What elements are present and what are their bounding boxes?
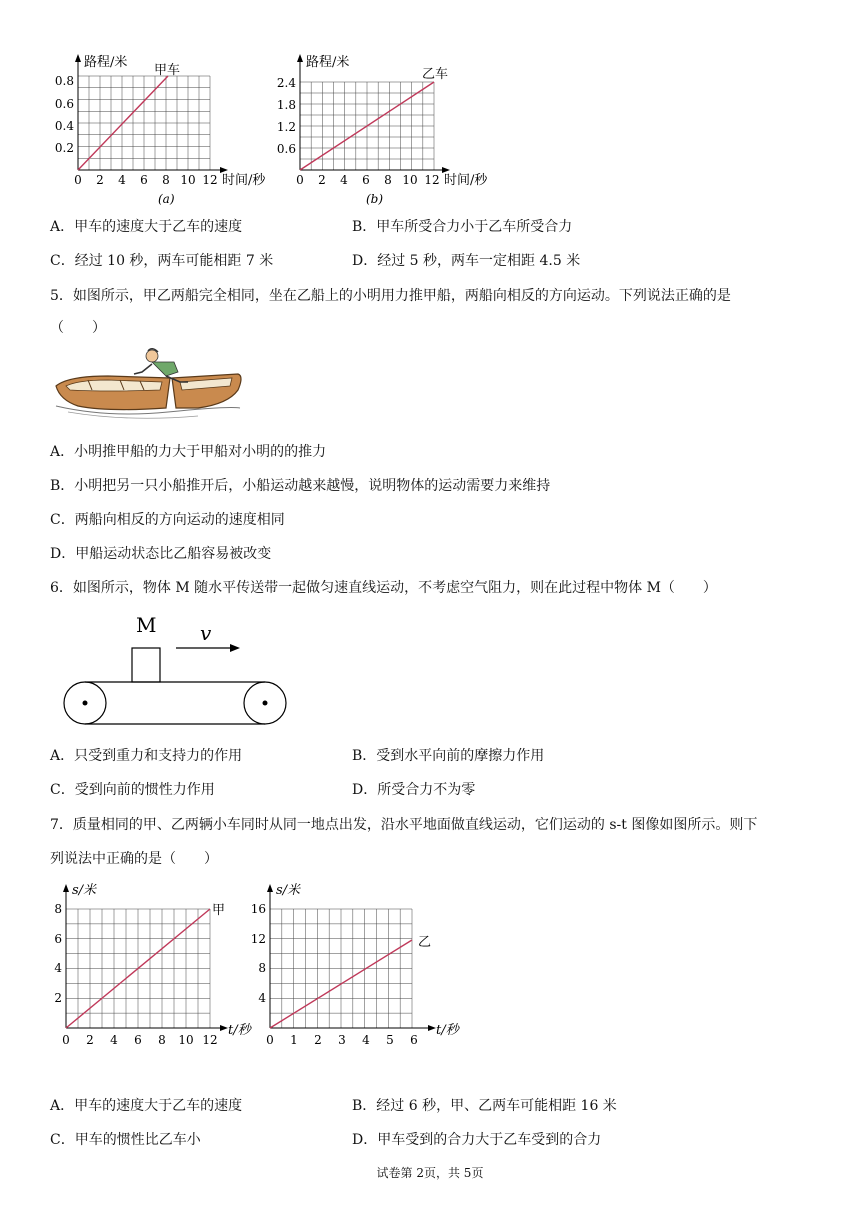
chart-yi-xtick: 1: [290, 1033, 298, 1047]
page-footer: 试卷第 2页，共 5页: [376, 1166, 484, 1180]
q7-option-d: D．甲车受到的合力大于乙车受到的合力: [352, 1132, 602, 1148]
chart-jia-ytick: 6: [54, 932, 62, 946]
chart-a-xtick: 2: [96, 173, 104, 187]
chart-b-xtick: 2: [318, 173, 326, 187]
q6-option-d: D．所受合力不为零: [352, 782, 476, 798]
chart-b-xtick: 8: [384, 173, 392, 187]
chart-yi: [248, 878, 468, 1048]
q5-option-b: B．小明把另一只小船推开后，小船运动越来越慢，说明物体的运动需要力来维持: [50, 478, 551, 494]
chart-yi-ytick: 12: [250, 932, 266, 946]
q7-stem-line2: 列说法中正确的是（ ）: [50, 851, 218, 867]
q6-option-a: A．只受到重力和支持力的作用: [50, 748, 243, 764]
q4-option-b: B．甲车所受合力小于乙车所受合力: [352, 219, 573, 235]
velocity-label: v: [200, 621, 212, 645]
chart-a-ylabel: 路程/米: [84, 55, 128, 70]
chart-a-ytick: 0.6: [54, 97, 74, 111]
chart-a-xtick: 6: [140, 173, 148, 187]
chart-jia-xtick: 6: [134, 1033, 142, 1047]
chart-yi-grid-lines: [270, 909, 412, 1028]
chart-a-ytick: 0.2: [54, 141, 74, 155]
q5-option-a: A．小明推甲船的力大于甲船对小明的的推力: [50, 444, 327, 460]
boats-illustration: [48, 346, 248, 426]
block-m-label: M: [136, 613, 157, 637]
q5-option-c: C．两船向相反的方向运动的速度相同: [50, 512, 285, 528]
chart-b-ylabel: 路程/米: [306, 55, 350, 70]
chart-jia-ytick: 8: [54, 902, 62, 916]
chart-a-xtick: 10: [180, 173, 196, 187]
chart-b-series-label: 乙车: [422, 67, 449, 82]
chart-a-xtick: 0: [74, 173, 82, 187]
q5-answer-paren: （ ）: [50, 320, 106, 336]
chart-b-xtick: 12: [424, 173, 440, 187]
chart-a-xtick: 4: [118, 173, 126, 187]
q6-stem: 6．如图所示，物体 M 随水平传送带一起做匀速直线运动，不考虑空气阻力，则在此过程中物体 M（ ）: [50, 580, 717, 596]
q5-option-d: D．甲船运动状态比乙船容易被改变: [50, 546, 272, 562]
chart-yi-xtick: 0: [266, 1033, 274, 1047]
chart-jia-xtick: 4: [110, 1033, 118, 1047]
chart-yi-xtick: 5: [386, 1033, 394, 1047]
chart-jia-ytick: 4: [54, 961, 62, 975]
chart-yi-ytick: 8: [258, 961, 266, 975]
q7-option-a: A．甲车的速度大于乙车的速度: [50, 1098, 243, 1114]
chart-a-ytick: 0.4: [54, 119, 74, 133]
chart-jia-xtick: 12: [202, 1033, 218, 1047]
chart-a-caption: (a): [158, 192, 175, 206]
chart-yi-ytick: 4: [258, 991, 266, 1005]
chart-jia-ytick: 2: [54, 991, 62, 1005]
chart-b-ytick: 0.6: [276, 142, 296, 156]
chart-jia-ylabel: s/米: [72, 883, 97, 898]
chart-jia-xtick: 2: [86, 1033, 94, 1047]
chart-yi-xtick: 2: [314, 1033, 322, 1047]
chart-b-xlabel: 时间/秒: [444, 173, 488, 188]
chart-b-ytick: 2.4: [276, 76, 296, 90]
q4-option-a: A．甲车的速度大于乙车的速度: [50, 219, 243, 235]
q7-option-c: C．甲车的惯性比乙车小: [50, 1132, 201, 1148]
chart-a-series-label: 甲车: [154, 63, 181, 78]
chart-b-xtick: 0: [296, 173, 304, 187]
q7-stem-line1: 7．质量相同的甲、乙两辆小车同时从同一地点出发，沿水平地面做直线运动，它们运动的 s-t 图像如图所示。则下: [50, 817, 758, 833]
q7-option-b: B．经过 6 秒，甲、乙两车可能相距 16 米: [352, 1098, 617, 1114]
chart-yi-series-label: 乙: [418, 935, 432, 950]
chart-b-ytick: 1.8: [276, 98, 296, 112]
chart-yi-xlabel: t/秒: [436, 1023, 459, 1038]
q5-stem: 5．如图所示，甲乙两船完全相同，坐在乙船上的小明用力推甲船，两船向相反的方向运动。下列说法正确的是: [50, 288, 731, 304]
chart-b-xtick: 6: [362, 173, 370, 187]
chart-b-y-arrow: [297, 54, 303, 62]
chart-yi-xtick: 6: [410, 1033, 418, 1047]
chart-b-xtick: 4: [340, 173, 348, 187]
chart-jia-xtick: 0: [62, 1033, 70, 1047]
chart-jia-series-label: 甲: [212, 903, 226, 918]
chart-a-xtick: 8: [162, 173, 170, 187]
chart-a-ytick: 0.8: [54, 74, 74, 88]
chart-yi-ylabel: s/米: [276, 883, 301, 898]
chart-a-xtick: 12: [202, 173, 218, 187]
conveyor-belt-figure: [58, 610, 298, 730]
chart-b-ytick: 1.2: [276, 120, 296, 134]
chart-jia: [44, 878, 251, 1048]
q4-option-c: C．经过 10 秒，两车可能相距 7 米: [50, 253, 274, 269]
chart-yi-xtick: 4: [362, 1033, 370, 1047]
q6-option-c: C．受到向前的惯性力作用: [50, 782, 215, 798]
chart-a: [40, 50, 280, 210]
chart-a-grid-lines: [78, 76, 210, 170]
block-m: [132, 648, 160, 682]
chart-jia-xlabel: t/秒: [228, 1023, 251, 1038]
chart-yi-xtick: 3: [338, 1033, 346, 1047]
chart-b: [262, 50, 512, 210]
q6-option-b: B．受到水平向前的摩擦力作用: [352, 748, 545, 764]
person-xiaoming: [146, 350, 158, 362]
chart-b-xtick: 10: [402, 173, 418, 187]
chart-a-xlabel: 时间/秒: [222, 173, 266, 188]
chart-jia-xtick: 8: [158, 1033, 166, 1047]
q4-option-d: D．经过 5 秒，两车一定相距 4.5 米: [352, 253, 581, 269]
chart-jia-xtick: 10: [178, 1033, 194, 1047]
chart-b-caption: (b): [366, 192, 384, 206]
chart-yi-ytick: 16: [250, 902, 266, 916]
chart-a-y-arrow: [75, 54, 81, 62]
